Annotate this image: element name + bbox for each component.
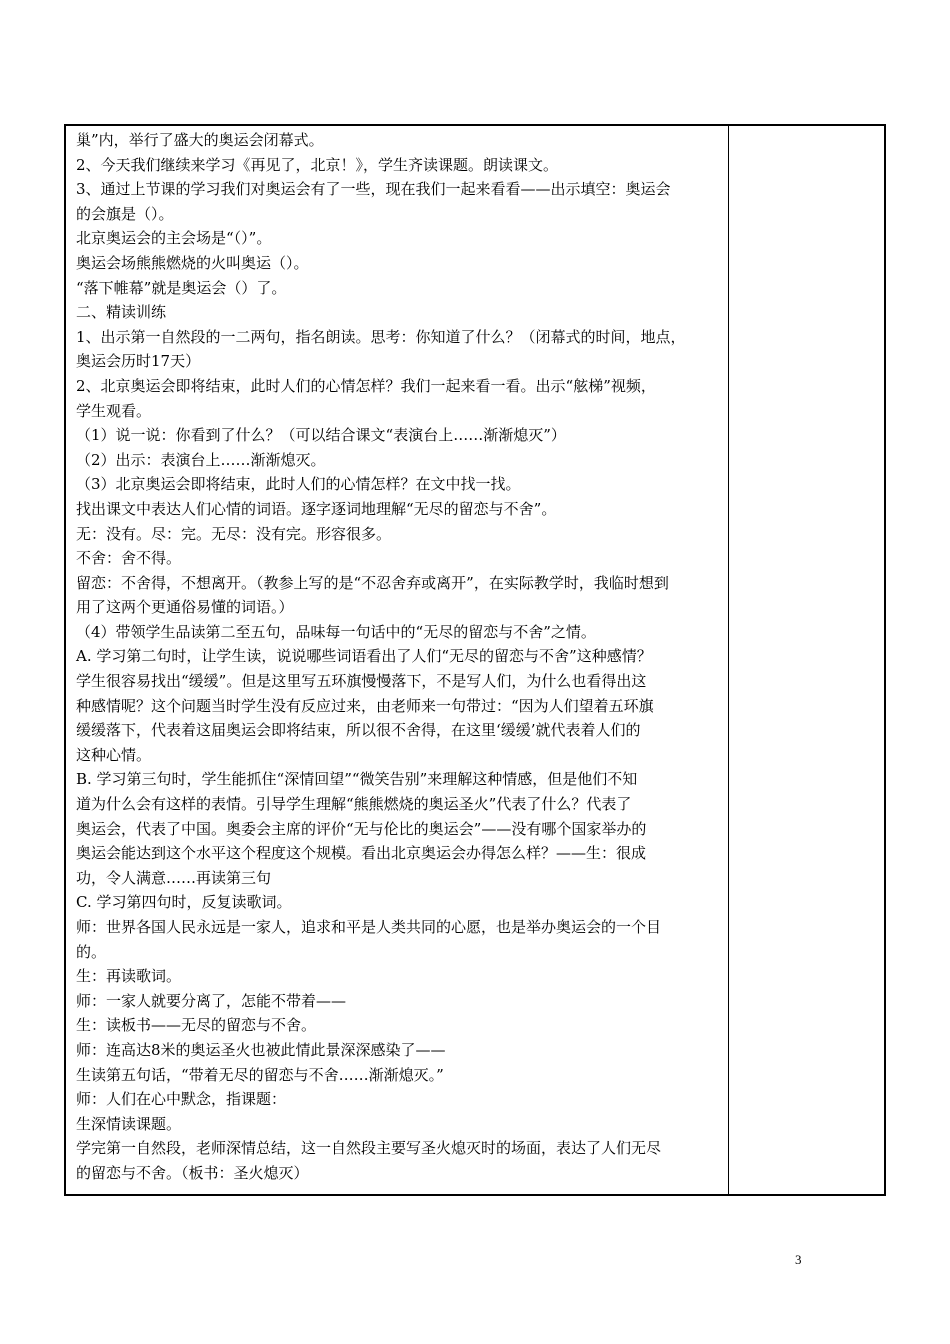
text-line: 师：连高达8米的奥运圣火也被此情此景深深感染了—— bbox=[76, 1040, 446, 1059]
text-line: 学生很容易找出“缓缓”。但是这里写五环旗慢慢落下，不是写人们，为什么也看得出这 bbox=[76, 672, 647, 691]
text-line: 的。 bbox=[76, 942, 107, 961]
text-line: 师：世界各国人民永远是一家人，追求和平是人类共同的心愿，也是举办奥运会的一个目 bbox=[76, 918, 662, 936]
text-line: 2、北京奥运会即将结束，此时人们的心情怎样？我们一起来看一看。出示“舷梯”视频， bbox=[76, 376, 656, 395]
text-line: 3、通过上节课的学习我们对奥运会有了一些，现在我们一起来看看——出示填空：奥运会 bbox=[76, 180, 671, 199]
text-line: 生：读板书——无尽的留恋与不舍。 bbox=[76, 1016, 317, 1035]
text-line: （4）带领学生品读第二至五句，品味每一句话中的“无尽的留恋与不舍”之情。 bbox=[76, 622, 596, 641]
text-line: 种感情呢？这个问题当时学生没有反应过来，由老师来一句带过：“因为人们望着五环旗 bbox=[76, 696, 654, 715]
text-line: 的会旗是（）。 bbox=[76, 204, 174, 223]
text-line: 1、出示第一自然段的一二两句，指名朗读。思考：你知道了什么？（闭幕式的时间，地点， bbox=[76, 327, 686, 346]
text-line: 找出课文中表达人们心情的词语。逐字逐词地理解“无尽的留恋与不舍”。 bbox=[76, 499, 557, 518]
text-line: 这种心情。 bbox=[76, 745, 152, 764]
text-line: 功，令人满意……再读第三句 bbox=[76, 868, 272, 887]
text-line: 二、精读训练 bbox=[76, 303, 167, 322]
text-line: 师：一家人就要分离了，怎能不带着—— bbox=[76, 991, 347, 1010]
text-line: 生深情读课题。 bbox=[76, 1114, 182, 1133]
text-line: 巢”内，举行了盛大的奥运会闭幕式。 bbox=[76, 131, 324, 149]
text-line: 用了这两个更通俗易懂的词语。） bbox=[76, 598, 294, 617]
text-line: A. 学习第二句时，让学生读，说说哪些词语看出了人们“无尽的留恋与不舍”这种感情？ bbox=[76, 647, 652, 666]
text-line: C. 学习第四句时，反复读歌词。 bbox=[76, 893, 292, 912]
text-line: 学完第一自然段，老师深情总结，这一自然段主要写圣火熄灭时的场面，表达了人们无尽 bbox=[76, 1139, 662, 1158]
text-line: 缓缓落下，代表着这届奥运会即将结束，所以很不舍得，在这里‘缓缓’就代表着人们的 bbox=[76, 721, 641, 740]
text-line: 不舍：舍不得。 bbox=[76, 549, 182, 568]
text-line: 生读第五句话，“带着无尽的留恋与不舍……渐渐熄灭。” bbox=[76, 1065, 444, 1084]
text-line: 北京奥运会的主会场是“（）”。 bbox=[76, 229, 272, 248]
text-line: 2、今天我们继续来学习《再见了，北京！》，学生齐读课题。朗读课文。 bbox=[76, 155, 559, 174]
page-number: 3 bbox=[795, 1252, 802, 1267]
text-line: 无：没有。尽：完。无尽：没有完。形容很多。 bbox=[76, 524, 392, 543]
text-line: “落下帷幕”就是奥运会（）了。 bbox=[76, 278, 287, 297]
text-line: 奥运会历时17天） bbox=[76, 352, 201, 371]
text-line: 的留恋与不舍。（板书：圣火熄灭） bbox=[76, 1163, 309, 1182]
text-line: 留恋：不舍得，不想离开。（教参上写的是“不忍舍弃或离开”，在实际教学时，我临时想到 bbox=[76, 573, 669, 592]
text-line: B. 学习第三句时，学生能抓住“深情回望”“微笑告别”来理解这种情感，但是他们不知 bbox=[76, 770, 638, 789]
lesson-content-cell bbox=[76, 128, 724, 1186]
text-line: 学生观看。 bbox=[76, 401, 152, 420]
text-line: （2）出示：表演台上……渐渐熄灭。 bbox=[76, 450, 326, 469]
column-divider bbox=[728, 126, 729, 1194]
lesson-table bbox=[64, 124, 886, 1196]
text-line: 道为什么会有这样的表情。引导学生理解“熊熊燃烧的奥运圣火”代表了什么？代表了 bbox=[76, 795, 632, 814]
text-line: 师：人们在心中默念，指课题： bbox=[76, 1090, 287, 1109]
text-line: 奥运会场熊熊燃烧的火叫奥运（）。 bbox=[76, 253, 309, 272]
text-line: 奥运会，代表了中国。奥委会主席的评价“无与伦比的奥运会”——没有哪个国家举办的 bbox=[76, 819, 647, 838]
text-line: 奥运会能达到这个水平这个程度这个规模。看出北京奥运会办得怎么样？——生：很成 bbox=[76, 844, 647, 863]
text-line: （1）说一说：你看到了什么？（可以结合课文“表演台上……渐渐熄灭”） bbox=[76, 426, 566, 445]
text-line: 生：再读歌词。 bbox=[76, 967, 182, 986]
text-line: （3）北京奥运会即将结束，此时人们的心情怎样？在文中找一找。 bbox=[76, 475, 521, 494]
